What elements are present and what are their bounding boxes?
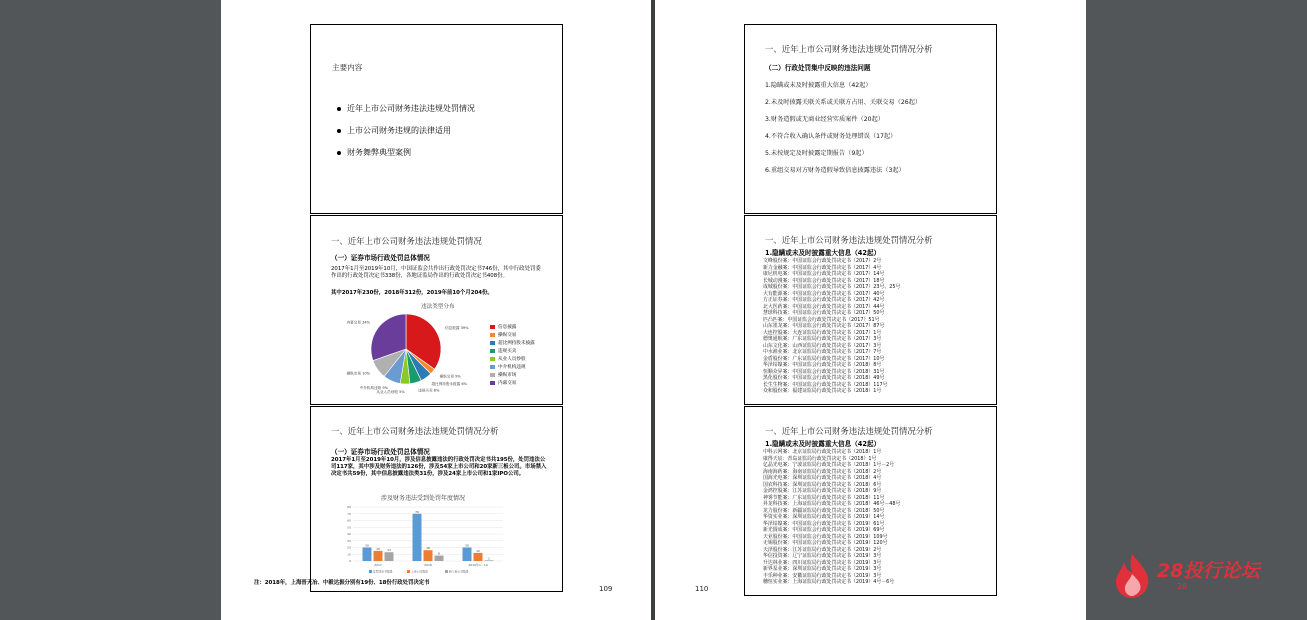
case-item: 新界泵业案：深圳证监局行政处罚决定书（2019）3号	[763, 566, 882, 572]
pie-label: 内幕交易 34%	[346, 320, 371, 325]
pdf-page-109	[221, 0, 651, 620]
case-item: 穗恒实业案：上海证监局行政处罚决定书（2019）4号－6号	[763, 579, 895, 585]
legend-swatch	[490, 341, 495, 345]
page-number: 110	[695, 585, 709, 593]
case-item: 海南海药案：海南证监局行政处罚决定书（2018）2号	[763, 468, 882, 475]
flame-logo-icon	[1112, 552, 1152, 598]
case-item: 华信投资案：辽宁证监局行政处罚决定书（2019）3号	[763, 553, 882, 559]
slide-subtitle: 1.隐瞒或未及时披露重大信息（42起）	[765, 440, 881, 448]
pie-label: 操纵交易 9%	[439, 374, 461, 379]
pie-label: 从业人员炒股 5%	[376, 389, 405, 394]
case-item: 黑化股份案：中国证监会行政处罚决定书（2018）49号	[763, 375, 885, 381]
legend-item: 操纵市场	[490, 372, 535, 380]
legend-label: 处罚决定书数量	[373, 569, 393, 574]
case-item: 金鸿控股案：江苏证监局行政处罚决定书（2018）9号	[763, 488, 882, 494]
violation-item: 1.隐瞒或未及时披露重大信息（42起）	[765, 82, 872, 89]
case-item: 新光圆成案：中国证监会行政处罚决定书（2019）69号	[763, 527, 885, 533]
slide-subtitle: （二）行政处罚集中反映的违法问题	[765, 64, 871, 72]
watermark-logo	[1112, 552, 1292, 598]
case-item: 无锡股份案：中国证监会行政处罚决定书（2019）120号	[763, 540, 888, 546]
legend-swatch	[369, 570, 372, 573]
list-item: 近年上市公司财务违法违规处罚情况	[337, 103, 475, 114]
legend-label: 新三板公司数量	[449, 569, 469, 574]
x-tick-label: 2017	[374, 563, 382, 567]
bar-value-label: 8	[438, 551, 440, 556]
bar-value-label: 70	[415, 509, 419, 514]
case-item: 华泽钴镍案：中国证监会行政处罚决定书（2018）8号	[763, 362, 882, 368]
list-item: 财务舞弊典型案例	[337, 147, 475, 158]
case-item: 中水渔业案：北京证监局行政处罚决定书（2017）7号	[763, 349, 882, 355]
legend-item: 超比例持股未披露	[490, 340, 535, 348]
case-item: 华资实业案：深圳证监局行政处罚决定书（2019）14号	[763, 514, 885, 520]
slide-title: 一、近年上市公司财务违法违规处罚情况	[331, 236, 482, 246]
pie-label: 违规买卖 6%	[418, 388, 440, 393]
y-tick-label: 60	[347, 518, 351, 523]
violation-item: 6.重组交易对方财务造假导致信息披露违法（3起）	[765, 167, 905, 174]
slide-title: 一、近年上市公司财务违法违规处罚情况分析	[765, 426, 933, 436]
slide-violations	[744, 24, 997, 214]
y-tick-label: 20	[347, 545, 351, 550]
legend-swatch	[490, 373, 495, 377]
case-item: 新力金融案：中国证监会行政处罚决定书（2017）4号	[763, 264, 882, 271]
pie-title: 违法类型分布	[421, 304, 455, 310]
bar	[385, 552, 394, 561]
bar	[413, 514, 422, 561]
case-item: 成城股份案：中国证监会行政处罚决定书（2017）23号、25号	[763, 284, 901, 290]
bar-value-label: 15	[376, 546, 380, 551]
bar	[485, 560, 494, 561]
legend-swatch	[490, 357, 495, 361]
bar-value-label: 20	[465, 543, 469, 548]
y-tick-label: 40	[347, 532, 351, 536]
pie-label: 操纵市场 10%	[346, 371, 371, 376]
bar-value-label: 1	[488, 556, 490, 561]
bar-value-label: 12	[476, 548, 480, 553]
case-item: 丰乐种业案：安徽证监局行政处罚决定书（2019）3号	[763, 572, 882, 579]
case-item: 龙力股份案：新疆证监局行政处罚决定书（2018）50号	[763, 507, 885, 514]
bar-value-label: 16	[426, 546, 430, 551]
case-item: 国海光电案：深圳证监局行政处罚决定书（2018）4号	[763, 475, 882, 481]
case-item: 康尼机电案：中国证监会行政处罚决定书（2017）14号	[763, 271, 885, 277]
slide-heading: 主要内容	[332, 63, 363, 72]
legend-swatch	[490, 333, 495, 337]
violation-item: 2.未及时披露关联关系或关联方占用、关联交易（26起）	[765, 99, 922, 106]
case-item: 升达林业案：四川证监局行政处罚决定书（2019）3号	[763, 559, 882, 566]
legend-item: 中介机构违规	[490, 364, 535, 372]
case-item: 德奥通航案：广东证监局行政处罚决定书（2017）3号	[763, 336, 882, 342]
case-item: 方正证券案：中国证监会行政处罚决定书（2017）42号	[763, 297, 885, 303]
x-tick-label: 2019年1－10	[468, 563, 488, 567]
violation-item: 5.未按规定及时披露定期报告（9起）	[765, 150, 868, 157]
y-tick-label: 70	[347, 511, 351, 516]
slide-cases-2	[744, 406, 997, 596]
slide-contents	[310, 24, 563, 214]
case-item: 长生生物案：中国证监会行政处罚决定书（2018）117号	[763, 381, 888, 388]
slide-penalty-overview	[310, 215, 563, 405]
y-tick-label: 50	[347, 525, 351, 530]
slide-note: 注：2018年，上海晋天冶、中毅达振分别有19份、18份行政处罚决定书	[254, 580, 430, 586]
case-item: 大有能源案：中国证监会行政处罚决定书（2017）40号	[763, 290, 885, 297]
legend-swatch	[490, 365, 495, 369]
bullet-icon	[337, 151, 341, 155]
violation-item: 3.财务造假或无商业经营实质案件（20起）	[765, 116, 884, 123]
y-tick-label: 10	[347, 552, 351, 557]
x-tick-label: 2018	[424, 563, 432, 567]
bar	[424, 550, 433, 561]
case-item: 神雾节能案：广东证监局行政处罚决定书（2018）11号	[763, 494, 885, 501]
list-item: 上市公司财务违规的法律适用	[337, 125, 475, 136]
slide-title: 一、近年上市公司财务违法违规处罚情况分析	[331, 426, 499, 436]
pie-label: 中介机构违规 9%	[359, 386, 389, 391]
bar	[374, 551, 383, 561]
watermark-url: www.28touhang.com	[1157, 582, 1238, 591]
y-tick-label: 30	[347, 538, 351, 543]
case-item: 山东文化案：山西证监局行政处罚决定书（2017）3号	[763, 342, 882, 349]
bar	[463, 548, 472, 562]
page-number: 109	[599, 585, 613, 593]
slide-title: 一、近年上市公司财务违法违规处罚情况分析	[765, 44, 933, 54]
y-tick-label: 80	[347, 505, 351, 509]
slide-cases-1	[744, 215, 997, 405]
pie-label: 信息披露 39%	[445, 325, 469, 330]
bar-value-label: 13	[387, 548, 391, 553]
slide-finance-penalty	[310, 406, 563, 592]
bullet-icon	[337, 129, 341, 133]
case-item: 山东墨龙案：中国证监会行政处罚决定书（2017）87号	[763, 323, 885, 329]
watermark-brand: 28投行论坛	[1157, 560, 1260, 582]
legend-item: 违规买卖	[490, 348, 535, 356]
legend-item: 信息披露	[490, 324, 535, 332]
pdf-page-110	[655, 0, 1086, 620]
bullet-list	[337, 103, 475, 169]
case-item: 康得天宸：青岛证监局行政处罚决定书（2018）1号	[763, 455, 877, 462]
slide-paragraph: 2017年1月至2019年10月，中国证监会共作出行政处罚决定书746份，其中行政处罚委作出的行政处罚决定书338份，各地证监局作出的行政处罚决定书408份。	[331, 266, 541, 279]
bar	[435, 556, 444, 561]
legend-swatch	[407, 570, 410, 573]
bar	[363, 548, 372, 562]
case-item: 昇龙科技案：上海证监局行政处罚决定书（2018）46号－48号	[763, 501, 901, 507]
case-item: 北大医药案：中国证监会行政处罚决定书（2017）44号	[763, 303, 885, 310]
legend-swatch	[490, 381, 495, 385]
violation-list	[765, 80, 921, 182]
case-item: 华泽钴镍案：中国证监会行政处罚决定书（2019）61号	[763, 520, 885, 527]
case-item: 天业股份案：中国证监会行政处罚决定书（2019）109号	[763, 533, 888, 540]
case-item: 长城动漫案：中国证监会行政处罚决定书（2017）18号	[763, 277, 885, 284]
case-item: 天泽股份案：江苏证监局行政处罚决定书（2019）2号	[763, 546, 882, 553]
bar-chart	[339, 503, 509, 575]
y-tick-label: 0	[349, 559, 351, 563]
case-item: 金盾股份案：广东证监局行政处罚决定书（2017）10号	[763, 355, 885, 362]
case-list	[763, 258, 900, 395]
pie-label: 超比例持股未披露 6%	[431, 381, 468, 386]
pie-legend	[490, 324, 535, 388]
slide-title: 一、近年上市公司财务违法违规处罚情况分析	[765, 235, 933, 245]
case-item: 匹凸匹案：中国证监会行政处罚决定书（2017）51号	[763, 316, 880, 323]
case-item: 国农科技案：深圳证监局行政处罚决定书（2018）6号	[763, 481, 882, 488]
legend-item: 操纵交易	[490, 332, 535, 340]
slide-paragraph-2: 其中2017年230份，2018年312份，2019年前10个月204份。	[331, 290, 493, 296]
violation-item: 4.不符合收入确认条件或财务处理错误（17起）	[765, 133, 897, 140]
case-item: 亿晶光电案：宁波证监局行政处罚决定书（2018）1号－2号	[763, 462, 895, 468]
legend-swatch	[445, 570, 448, 573]
bullet-icon	[337, 107, 341, 111]
case-item: 恒顺众昇案：中国证监会行政处罚决定书（2018）31号	[763, 368, 885, 375]
slide-paragraph: 2017年1月至2019年10月，涉及信息披露违法的行政处罚决定书共195份，处罚违法公司117家，其中涉及财务违法的126份，涉及54家上市公司和20家新三板公司。市场禁入决定书共59份，其中信息披露违法类31份，涉及24家上市公司和1家IPO公司。	[331, 457, 547, 477]
legend-swatch	[490, 325, 495, 329]
legend-swatch	[490, 349, 495, 353]
slide-subtitle: （一）证券市场行政处罚总体情况	[331, 448, 430, 456]
bar-value-label: 20	[365, 543, 369, 548]
bar	[474, 553, 483, 561]
case-item: 慧球科技案：中国证监会行政处罚决定书（2017）50号	[763, 310, 885, 316]
case-item: 文峰股份案：中国证监会行政处罚决定书（2017）2号	[763, 258, 882, 264]
legend-label: 上市公司数量	[411, 569, 428, 574]
legend-item: 内幕交易	[490, 380, 535, 388]
slide-subtitle: 1.隐瞒或未及时披露重大信息（42起）	[765, 249, 881, 257]
case-item: 众和股份案：福建证监局行政处罚决定书（2018）1号	[763, 388, 882, 394]
case-list	[763, 449, 900, 586]
slide-subtitle: （一）证券市场行政处罚总体情况	[331, 254, 430, 262]
case-item: 大连控股案：大连证监局行政处罚决定书（2017）1号	[763, 329, 882, 336]
legend-item: 从业人员炒股	[490, 356, 535, 364]
case-item: 中科云网案：北京证监局行政处罚决定书（2018）1号	[763, 449, 882, 455]
bar-title: 涉及财务违法受到处罚年度情况	[381, 495, 466, 502]
